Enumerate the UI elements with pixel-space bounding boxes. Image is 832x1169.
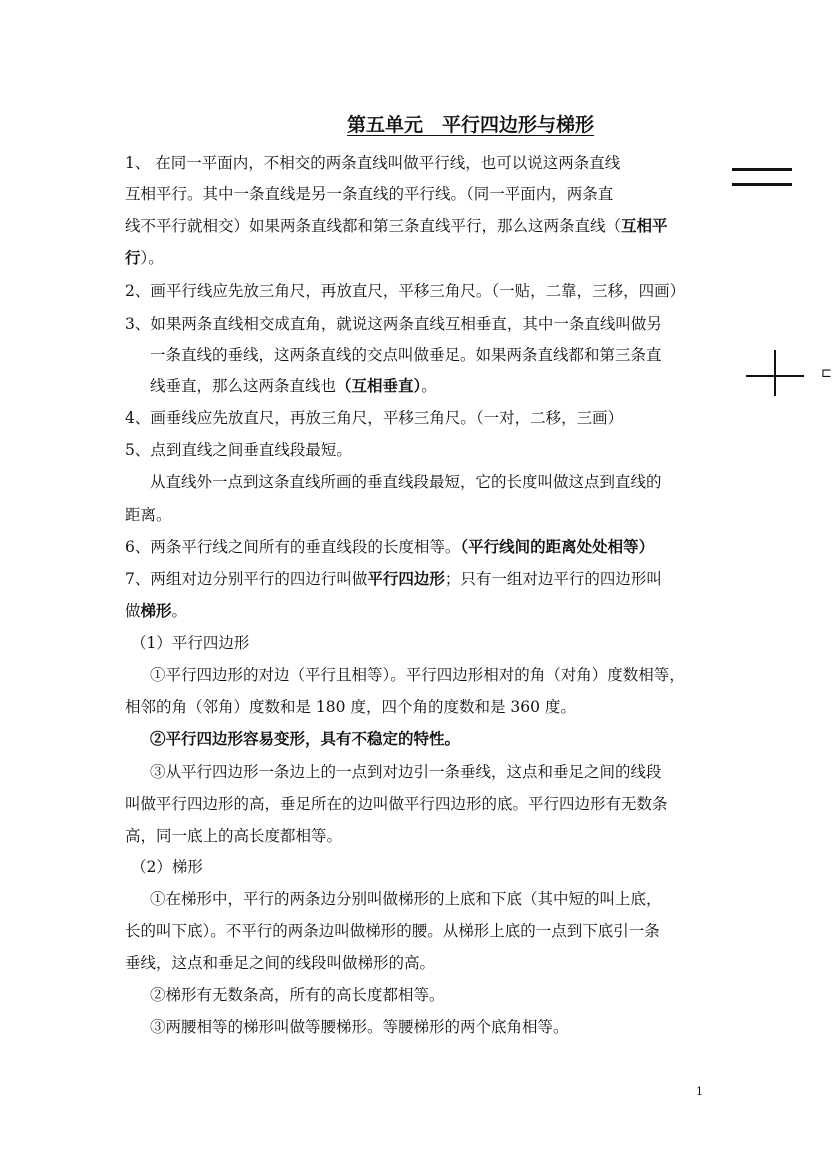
item-7-end: 。 [171,602,188,620]
item-1-line-4 [125,248,164,268]
item-4-line-1: 4、画垂线应先放直尺，再放三角尺，平移三角尺。（一对，二移，三画） [125,409,624,427]
item-7-line-1 [125,569,662,589]
section-1-para-3-line-1: ③从平行四边形一条边上的一点到对边引一条垂线，这点和垂足之间的线段 [150,763,662,781]
section-1-para-1-line-1: ①平行四边形的对边（平行且相等）。平行四边形相对的角（对角）度数相等， [150,666,685,684]
item-1-bold-cont: 行 [125,248,141,267]
item-5-line-2: 从直线外一点到这条直线所画的垂直线段最短，它的长度叫做这点到直线的 [150,473,662,491]
item-1-bold: 互相平 [621,216,668,235]
section-1-para-3-line-3: 高，同一底上的高长度都相等。 [125,827,343,845]
section-2-para-1-line-2: 长的叫下底）。不平行的两条边叫做梯形的腰。从梯形上底的一点到下底引一条 [125,922,660,940]
section-1-para-3-line-2: 叫做平行四边形的高，垂足所在的边叫做平行四边形的底。平行四边形有无数条 [125,795,668,813]
item-3-bold: （互相垂直） [336,376,422,395]
item-6-text: 6、两条平行线之间所有的垂直线段的长度相等。 [125,538,461,556]
item-3-line-2: 一条直线的垂线，这两条直线的交点叫做垂足。如果两条直线都和第三条直 [150,346,662,364]
page-title: 第五单元 平行四边形与梯形 [347,114,595,136]
item-3-text: 线垂直，那么这两条直线也 [150,377,337,395]
section-2-heading: （2）梯形 [131,858,203,876]
section-2-para-1-line-3: 垂线，这点和垂足之间的线段叫做梯形的高。 [125,954,436,972]
section-1-para-1-line-2: 相邻的角（邻角）度数和是 180 度，四个角的度数和是 360 度。 [125,698,576,716]
item-1-text: 线不平行就相交）如果两条直线都和第三条直线平行，那么这两条直线（ [125,217,622,235]
page-number: 1 [696,1085,703,1098]
item-6-line-1 [125,537,654,557]
item-7-text: 7、两组对边分别平行的四边行叫做 [125,570,368,588]
item-1-line-2: 互相平行。其中一条直线是另一条直线的平行线。（同一平面内，两条直 [125,185,614,203]
item-5-line-3: 距离。 [125,506,172,524]
margin-symbol: ⊏ [821,366,832,381]
item-1-line-3 [125,216,668,236]
section-2-para-3: ③两腰相等的梯形叫做等腰梯形。等腰梯形的两个底角相等。 [150,1018,569,1036]
item-5-line-1: 5、点到直线之间垂直线段最短。 [125,441,352,459]
item-7-text-3: 做 [125,602,141,620]
item-1-line-1: 1、 在同一平面内，不相交的两条直线叫做平行线，也可以说这两条直线 [125,154,621,172]
item-7-bold-trapezoid: 梯形 [140,601,172,620]
item-2-line-1: 2、画平行线应先放三角尺，再放直尺，平移三角尺。（一贴，二靠，三移，四画） [125,282,686,300]
item-3-line-3 [150,376,437,396]
item-7-text-2: ；只有一组对边平行的四边形叫 [444,570,662,588]
item-3-end: 。 [421,377,437,395]
section-2-para-1-line-1: ①在梯形中，平行的两条边分别叫做梯形的上底和下底（其中短的叫上底， [150,890,662,908]
section-2-para-2: ②梯形有无数条高，所有的高长度都相等。 [150,986,445,1004]
section-1-heading: （1）平行四边形 [131,634,250,652]
item-7-bold-parallelogram: 平行四边形 [367,569,445,588]
item-7-line-2 [125,601,187,621]
item-3-line-1: 3、如果两条直线相交成直角，就说这两条直线互相垂直，其中一条直线叫做另 [125,315,662,333]
item-1-end: ）。 [140,249,164,267]
item-6-bold: （平行线间的距离处处相等） [460,537,655,556]
section-1-para-2: ②平行四边形容易变形，具有不稳定的特性。 [150,729,461,748]
